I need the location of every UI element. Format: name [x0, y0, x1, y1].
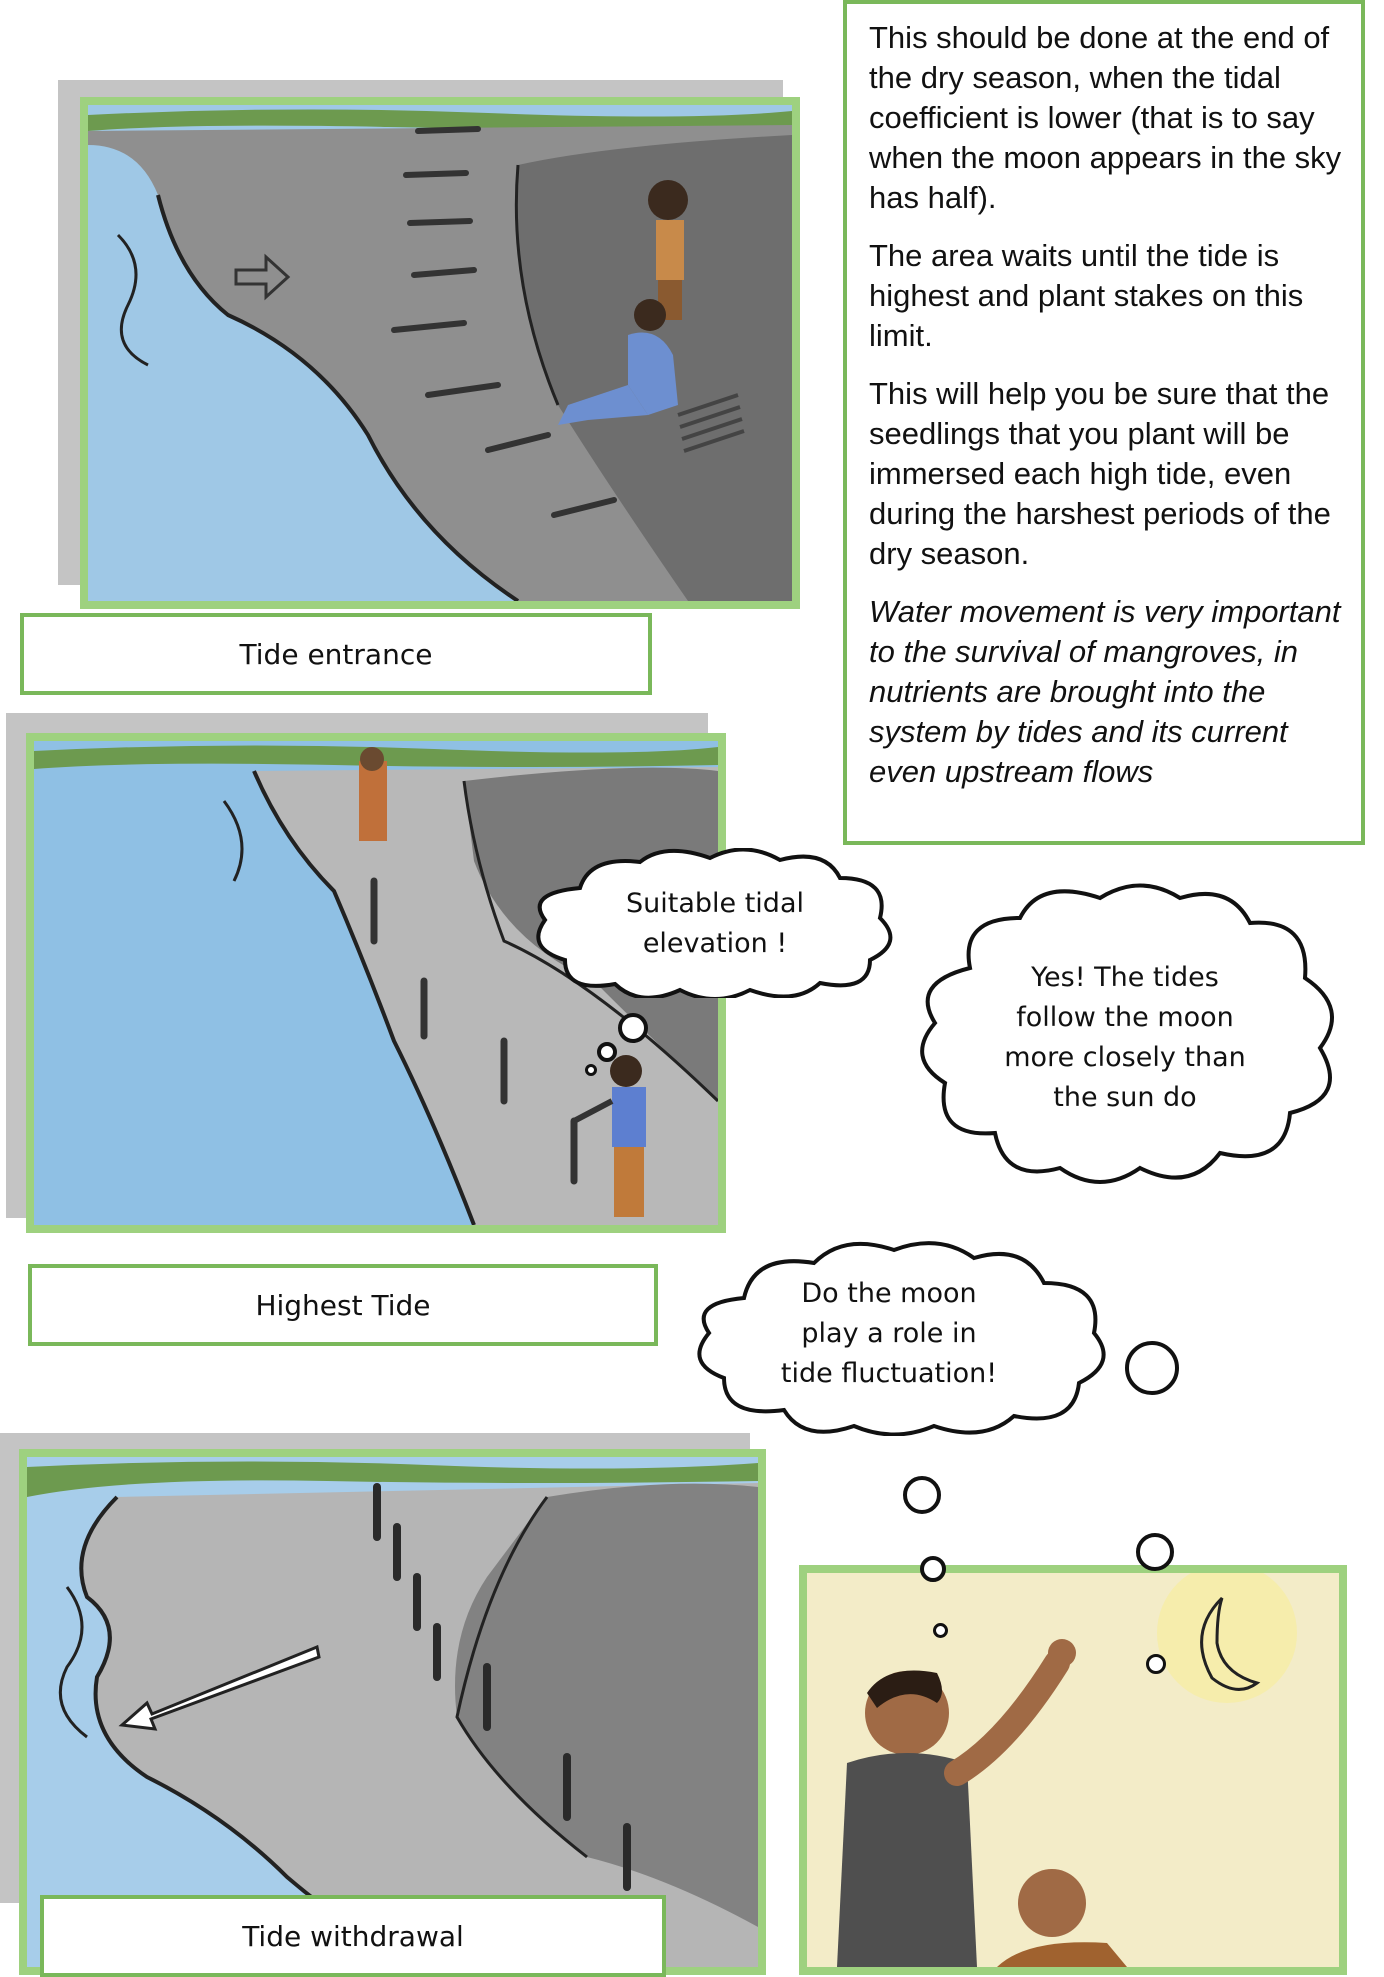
instruction-paragraph-3: This will help you be sure that the seedlings that you plant will be immersed each high tide, even during the harshest periods of the dry season.	[869, 376, 1331, 571]
cloud-moon-line-1: Do the moon	[801, 1278, 977, 1309]
cloud-yes-line-4: the sun do	[1053, 1082, 1197, 1113]
cloud-yes-line-1: Yes! The tides	[1031, 962, 1219, 993]
thought-cloud-moon-question	[684, 1238, 1114, 1436]
tide-entrance-illustration	[88, 105, 792, 601]
instruction-paragraph-1: This should be done at the end of the dry season, when the tidal coefficient is lower (that is to say when the moon appears in the sky has half).	[869, 20, 1342, 215]
caption-highest-tide-text: Highest Tide	[255, 1288, 431, 1322]
caption-tide-withdrawal	[40, 1895, 666, 1977]
moon-illustration	[807, 1573, 1339, 1967]
thought-cloud-suitable	[520, 848, 910, 998]
thought-bubble	[920, 1556, 946, 1582]
cloud-moon-line-2: play a role in	[801, 1318, 977, 1349]
cloud-yes-line-3: more closely than	[1004, 1042, 1246, 1073]
thought-cloud-yes	[910, 878, 1340, 1188]
thought-bubble	[585, 1064, 597, 1076]
thought-bubble	[1146, 1654, 1166, 1674]
thought-bubble	[1136, 1533, 1174, 1571]
thought-bubble	[903, 1476, 941, 1514]
cloud-moon-line-3: tide fluctuation!	[780, 1358, 998, 1389]
caption-highest-tide	[28, 1264, 658, 1346]
thought-bubble	[1125, 1341, 1179, 1395]
caption-tide-withdrawal-text: Tide withdrawal	[242, 1919, 464, 1953]
thought-bubble	[933, 1623, 948, 1638]
cloud-suitable-line-2: elevation !	[642, 928, 788, 959]
instruction-paragraph-4: Water movement is very important to the survival of mangroves, in nutrients are brought into the system by tides and its current even upstream flows	[869, 594, 1341, 789]
panel-moon	[799, 1565, 1347, 1975]
thought-bubble	[597, 1042, 617, 1062]
thought-bubble	[618, 1013, 648, 1043]
panel-tide-entrance	[80, 97, 800, 609]
cloud-suitable-line-1: Suitable tidal	[626, 888, 804, 919]
caption-tide-entrance	[20, 613, 652, 695]
instruction-textbox	[843, 0, 1365, 845]
cloud-yes-line-2: follow the moon	[1016, 1002, 1234, 1033]
instruction-paragraph-2: The area waits until the tide is highest and plant stakes on this limit.	[869, 238, 1304, 353]
tide-withdrawal-illustration	[27, 1457, 758, 1967]
caption-tide-entrance-text: Tide entrance	[239, 637, 433, 671]
